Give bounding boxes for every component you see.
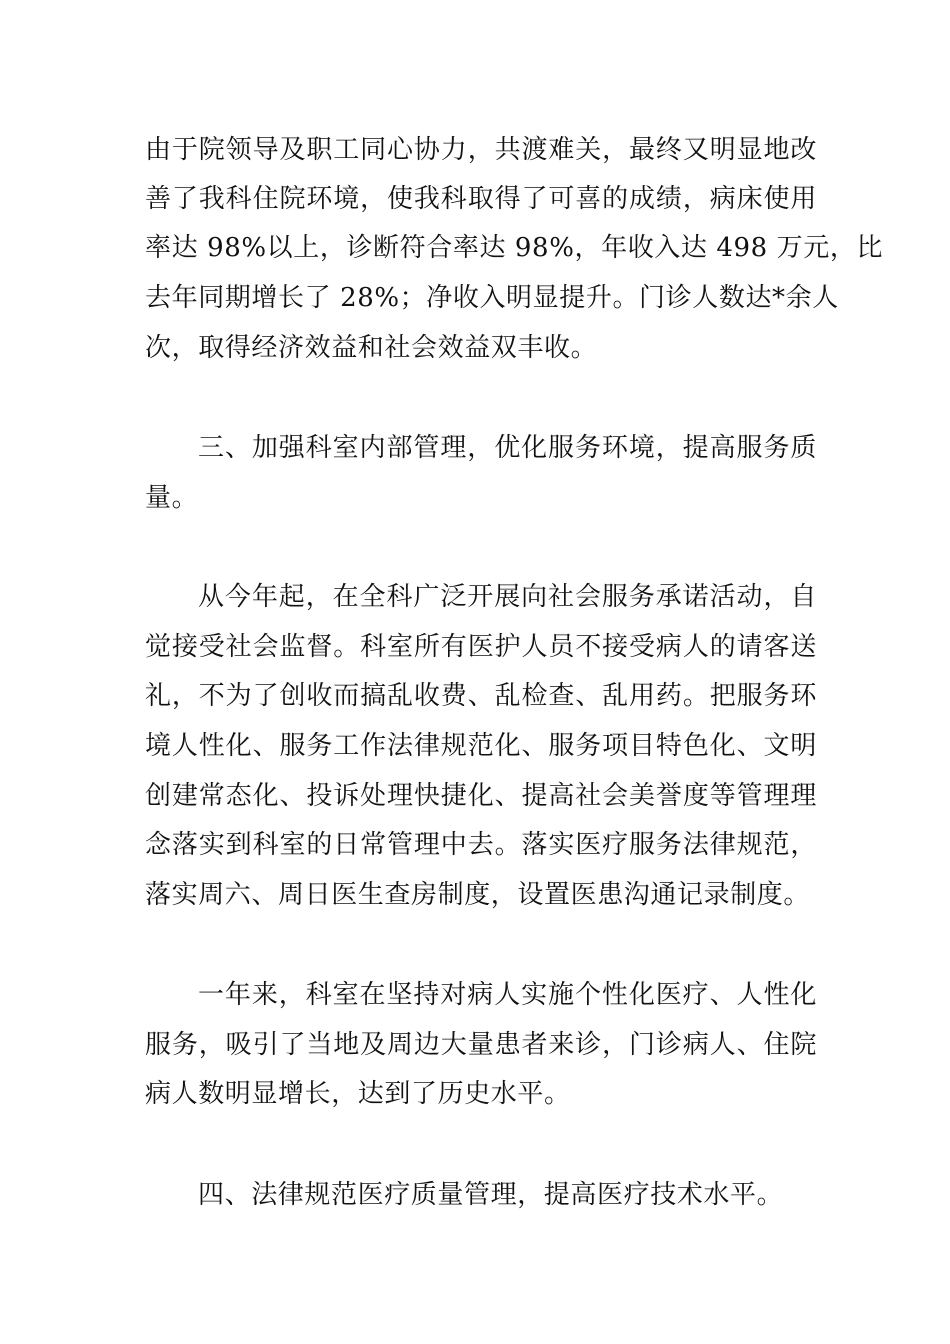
paragraph-line: 礼，不为了创收而搞乱收费、乱检查、乱用药。把服务环 <box>145 681 817 711</box>
paragraph-line: 病人数明显增长，达到了历史水平。 <box>145 1079 571 1109</box>
section-heading-line: 四、法律规范医疗质量管理，提高医疗技术水平。 <box>198 1180 784 1210</box>
paragraph-line: 率达 98%以上，诊断符合率达 98%，年收入达 498 万元，比 <box>145 233 884 263</box>
paragraph-line: 境人性化、服务工作法律规范化、服务项目特色化、文明 <box>145 731 817 761</box>
paragraph-line: 念落实到科室的日常管理中去。落实医疗服务法律规范， <box>145 830 817 860</box>
paragraph-line: 次，取得经济效益和社会效益双丰收。 <box>145 333 598 363</box>
section-heading-line: 量。 <box>145 483 199 513</box>
paragraph-line: 落实周六、周日医生查房制度，设置医患沟通记录制度。 <box>145 880 811 910</box>
paragraph-line: 服务，吸引了当地及周边大量患者来诊，门诊病人、住院 <box>145 1030 817 1060</box>
paragraph-line: 觉接受社会监督。科室所有医护人员不接受病人的请客送 <box>145 632 817 662</box>
paragraph-line: 创建常态化、投诉处理快捷化、提高社会美誉度等管理理 <box>145 781 817 811</box>
paragraph-line: 去年同期增长了 28%；净收入明显提升。门诊人数达*余人 <box>145 283 839 313</box>
paragraph-line: 善了我科住院环境，使我科取得了可喜的成绩，病床使用 <box>145 184 817 214</box>
section-heading-line: 三、加强科室内部管理，优化服务环境，提高服务质 <box>198 433 817 463</box>
paragraph-line: 从今年起，在全科广泛开展向社会服务承诺活动，自 <box>198 582 817 612</box>
paragraph-line: 一年来，科室在坚持对病人实施个性化医疗、人性化 <box>198 980 817 1010</box>
paragraph-line: 由于院领导及职工同心协力，共渡难关，最终又明显地改 <box>145 135 817 165</box>
